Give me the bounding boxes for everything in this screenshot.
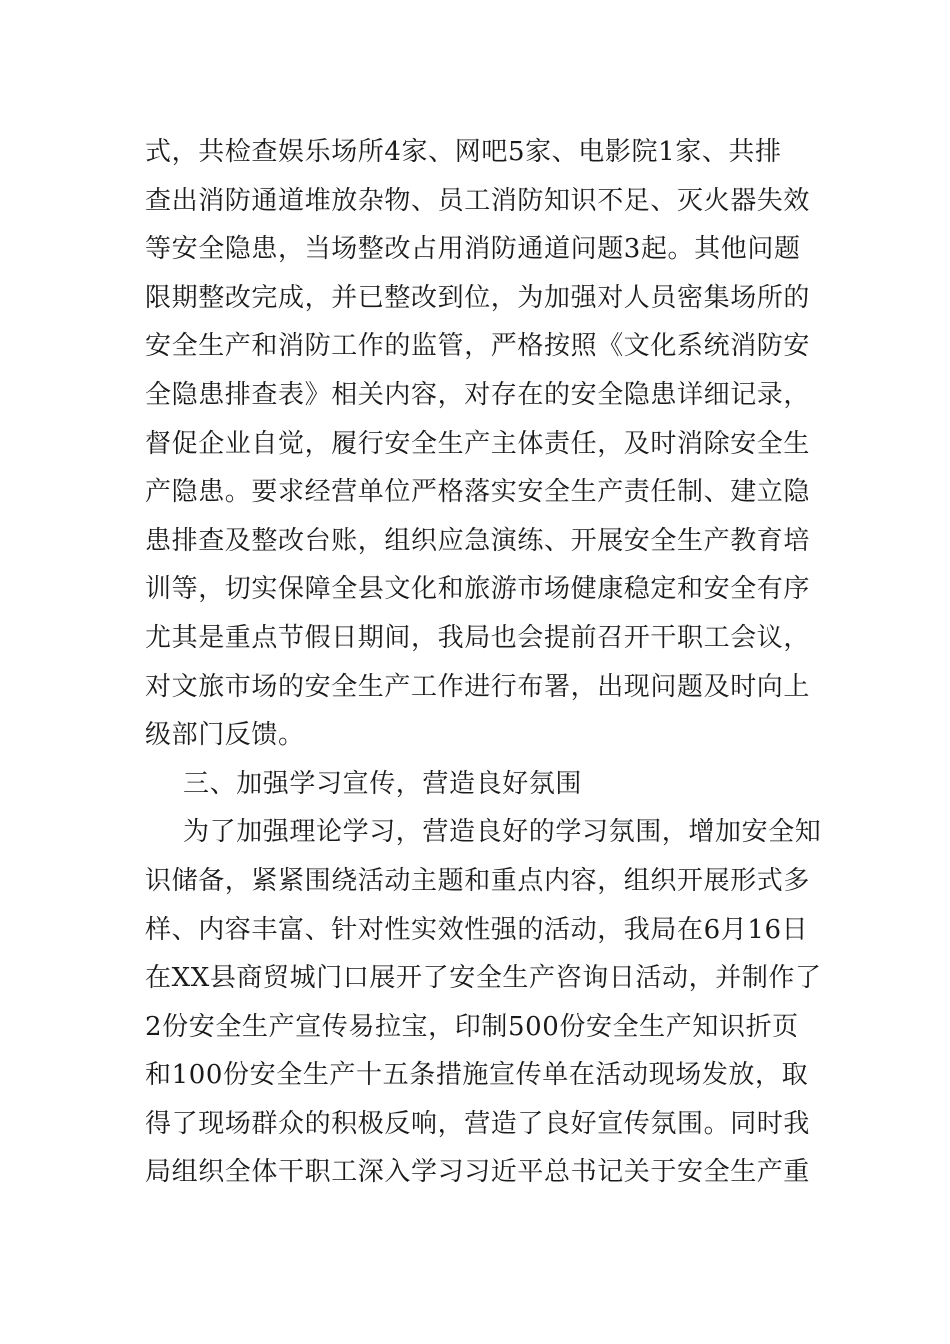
paragraph-line: 识储备，紧紧围绕活动主题和重点内容，组织开展形式多 bbox=[145, 865, 811, 896]
paragraph-line: 为了加强理论学习，营造良好的学习氛围，增加安全知 bbox=[183, 817, 822, 848]
paragraph-line: 在XX县商贸城门口展开了安全生产咨询日活动，并制作了 bbox=[145, 963, 822, 994]
paragraph-line: 式，共检查娱乐场所4家、网吧5家、电影院1家、共排 bbox=[145, 137, 782, 167]
paragraph-line: 级部门反馈。 bbox=[145, 720, 305, 751]
paragraph-line: 产隐患。要求经营单位严格落实安全生产责任制、建立隐 bbox=[145, 477, 811, 508]
paragraph-line: 查出消防通道堆放杂物、员工消防知识不足、灭火器失效 bbox=[145, 185, 811, 216]
paragraph-line: 等安全隐患，当场整改占用消防通道问题3起。其他问题 bbox=[145, 234, 801, 265]
paragraph-line: 样、内容丰富、针对性实效性强的活动，我局在6月16日 bbox=[145, 914, 809, 945]
paragraph-line: 安全生产和消防工作的监管，严格按照《文化系统消防安 bbox=[145, 331, 811, 362]
paragraph-line: 2份安全生产宣传易拉宝，印制500份安全生产知识折页 bbox=[145, 1011, 799, 1042]
paragraph-line: 局组织全体干职工深入学习习近平总书记关于安全生产重 bbox=[145, 1157, 811, 1188]
paragraph-line: 限期整改完成，并已整改到位，为加强对人员密集场所的 bbox=[145, 282, 811, 313]
paragraph-line: 得了现场群众的积极反响，营造了良好宣传氛围。同时我 bbox=[145, 1108, 811, 1139]
body-text bbox=[145, 128, 822, 1197]
paragraph-line: 对文旅市场的安全生产工作进行布署，出现问题及时向上 bbox=[145, 671, 811, 702]
paragraph-line: 全隐患排查表》相关内容，对存在的安全隐患详细记录， bbox=[145, 379, 811, 410]
paragraph-line: 和100份安全生产十五条措施宣传单在活动现场发放，取 bbox=[145, 1060, 809, 1091]
paragraph-line: 尤其是重点节假日期间，我局也会提前召开干职工会议， bbox=[145, 622, 811, 653]
paragraph-line: 患排查及整改台账，组织应急演练、开展安全生产教育培 bbox=[145, 525, 811, 556]
paragraph-line: 督促企业自觉，履行安全生产主体责任，及时消除安全生 bbox=[145, 428, 811, 459]
section-heading: 三、加强学习宣传，营造良好氛围 bbox=[183, 768, 583, 799]
paragraph-line: 训等，切实保障全县文化和旅游市场健康稳定和安全有序 bbox=[145, 574, 811, 605]
